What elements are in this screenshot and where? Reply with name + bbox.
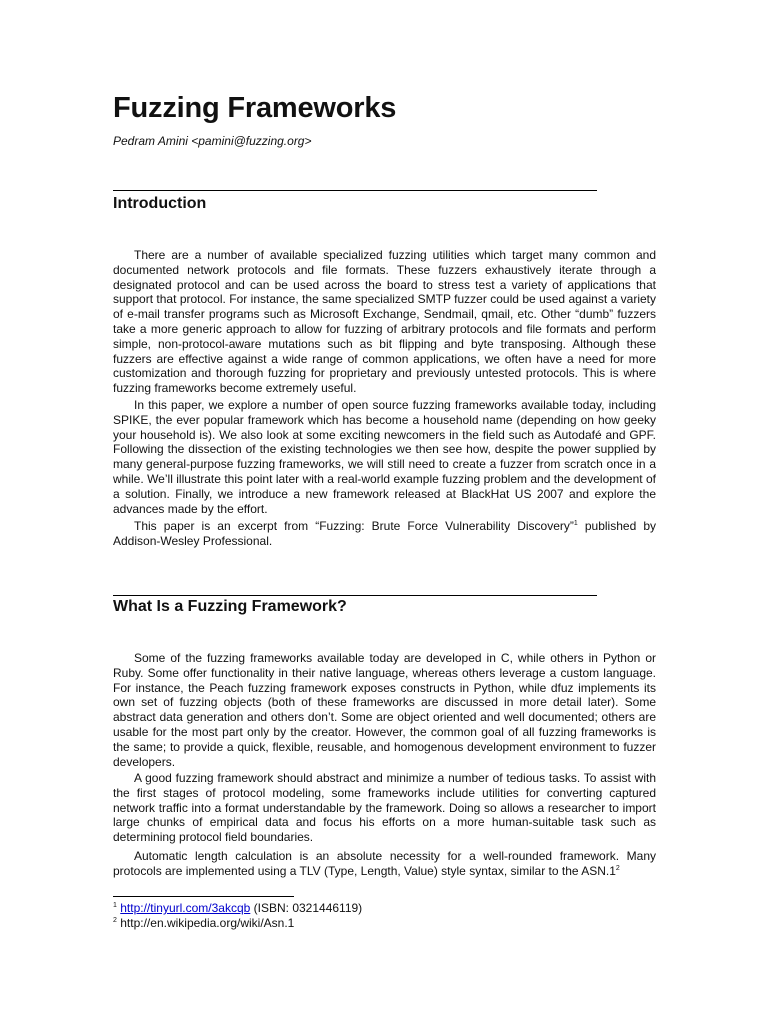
footnote-rule xyxy=(113,896,294,897)
paragraph: A good fuzzing framework should abstract and minimize a number of tedious tasks. To assist with the first stages of protocol modeling, some frameworks include utilities for converting captured network traffic into a format understandable by the framework. Doing so allows a researcher to import large chunks of empirical data and focus his efforts on a more human-suitable task such as determining protocol field boundaries. xyxy=(113,771,656,845)
paragraph: In this paper, we explore a number of open source fuzzing frameworks available today, including SPIKE, the ever popular framework which has become a household name (depending on how geeky your household is). We also look at some exciting newcomers in the field such as Autodafé and GPF. Following the dissection of the existing technologies we then see how, despite the power supplied by many general-purpose fuzzing frameworks, we will still need to create a fuzzer from scratch once in a while. We’ll illustrate this point later with a real-world example fuzzing problem and the development of a solution. Finally, we introduce a new framework released at BlackHat US 2007 and explore the advances made by the effort. xyxy=(113,398,656,516)
paragraph xyxy=(113,519,656,549)
footnote-1 xyxy=(113,901,362,915)
excerpt-text: This paper is an excerpt from “Fuzzing: Brute Force Vulnerability Discovery” xyxy=(134,519,574,533)
footnote-2 xyxy=(113,916,294,930)
paragraph: Some of the fuzzing frameworks available today are developed in C, while others in Python or Ruby. Some offer functionality in their native language, whereas others leverage a custom language. For instance, the Peach fuzzing framework exposes constructs in Python, while dfuz implements its own set of fuzzing objects (both of these frameworks are discussed in more detail later). Some abstract data generation and others don’t. Some are object oriented and well documented; others are usable for the most part only by the creator. However, the common goal of all fuzzing frameworks is the same; to provide a quick, flexible, reusable, and homogenous development environment to fuzzer developers. xyxy=(113,651,656,769)
footnote-ref: 2 xyxy=(615,864,620,872)
section-heading-what-is-a-fuzzing-framework: What Is a Fuzzing Framework? xyxy=(113,598,347,615)
footnote-link[interactable]: http://tinyurl.com/3akcqb xyxy=(120,901,251,915)
excerpt-text: published by Addison-Wesley Professional. xyxy=(113,519,656,548)
section-rule xyxy=(113,595,597,596)
paragraph-text: Automatic length calculation is an absolute necessity for a well-rounded framework. Many protocols are implemented using a TLV (Type, Length, Value) style syntax, similar to the ASN.1 xyxy=(113,849,656,878)
section-rule xyxy=(113,190,597,191)
footnote-text: (ISBN: 0321446119) xyxy=(250,901,363,915)
section-heading-introduction: Introduction xyxy=(113,195,207,212)
footnote-text: http://en.wikipedia.org/wiki/Asn.1 xyxy=(120,916,295,930)
paper-title: Fuzzing Frameworks xyxy=(113,92,397,124)
paragraph: There are a number of available specialized fuzzing utilities which target many common and documented network protocols and file formats. These fuzzers exhaustively iterate through a designated protocol and can be used across the board to stress test a variety of applications that support that protocol. For instance, the same specialized SMTP fuzzer could be used against a variety of e-mail transfer programs such as Microsoft Exchange, Sendmail, qmail, etc. Other “dumb” fuzzers take a more generic approach to allow for fuzzing of arbitrary protocols and file formats and perform simple, non-protocol-aware mutations such as bit flipping and byte transposing. Although these fuzzers are effective against a wide range of common applications, we often have a need for more customization and thorough fuzzing for proprietary and previously untested protocols. This is where fuzzing frameworks become extremely useful. xyxy=(113,248,656,396)
paragraph xyxy=(113,849,656,879)
footnote-ref: 1 xyxy=(573,520,578,527)
footnote-number: 2 xyxy=(113,917,117,924)
author-line: Pedram Amini <pamini@fuzzing.org> xyxy=(113,134,312,148)
footnote-number: 1 xyxy=(113,902,117,909)
